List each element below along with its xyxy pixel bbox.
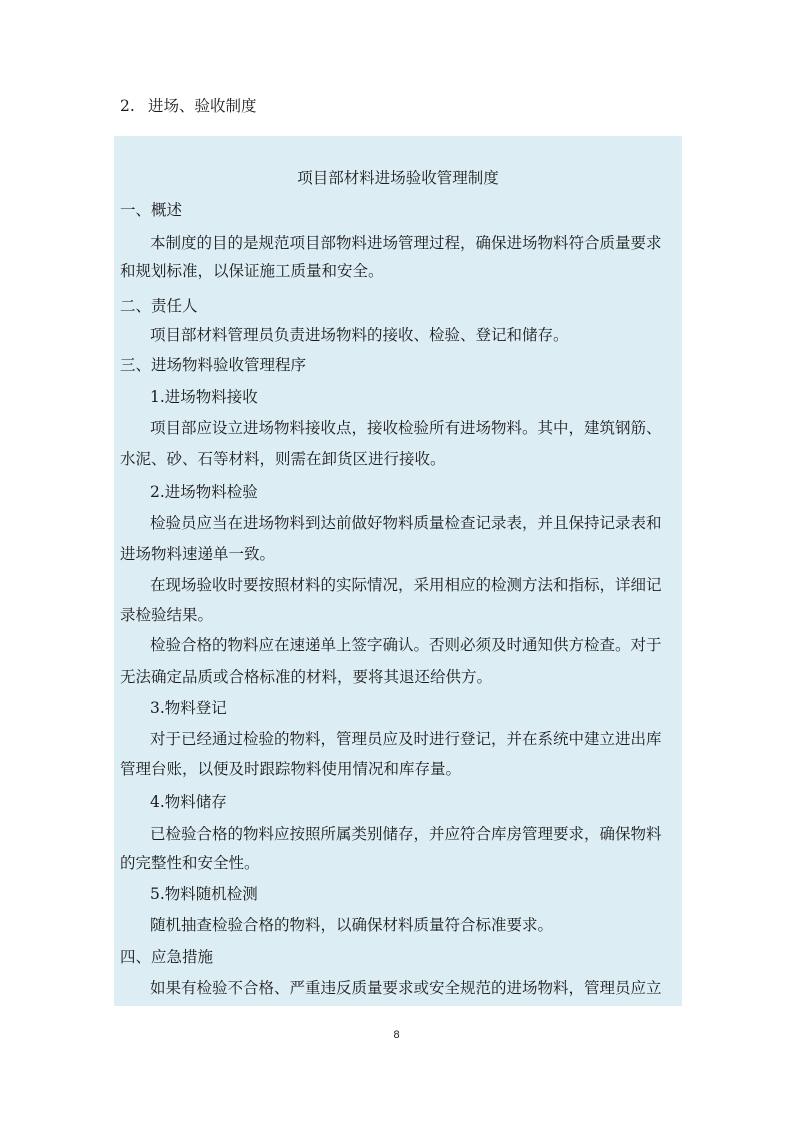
subheading-receiving: 1.进场物料接收 [150,388,258,406]
heading-overview: 一、概述 [120,201,183,219]
paragraph-line: 随机抽查检验合格的物料，以确保材料质量符合标准要求。 [150,916,554,934]
heading-procedure: 三、进场物料验收管理程序 [120,356,307,374]
subheading-inspection: 2.进场物料检验 [150,483,258,501]
paragraph-line: 在现场验收时要按照材料的实际情况，采用相应的检测方法和指标，详细记 [150,576,662,594]
paragraph-line: 水泥、砂、石等材料，则需在卸货区进行接收。 [120,450,446,468]
paragraph-line: 检验合格的物料应在速递单上签字确认。否则必须及时通知供方检查。对于 [150,636,662,654]
paragraph-line: 对于已经通过检验的物料，管理员应及时进行登记，并在系统中建立进出库 [150,730,662,748]
paragraph-line: 和规划标准，以保证施工质量和安全。 [120,262,384,280]
section-heading [120,94,257,118]
heading-emergency: 四、应急措施 [120,948,214,966]
paragraph-line: 已检验合格的物料应按照所属类别储存，并应符合库房管理要求，确保物料 [150,825,662,843]
section-number: 2. [120,97,135,115]
section-title: 进场、验收制度 [148,97,257,115]
paragraph-line: 无法确定品质或合格标准的材料，要将其退还给供方。 [120,668,493,686]
subheading-storage: 4.物料储存 [150,793,227,811]
paragraph-line: 录检验结果。 [120,606,214,624]
paragraph-line: 本制度的目的是规范项目部物料进场管理过程，确保进场物料符合质量要求 [150,234,662,252]
subheading-random-testing: 5.物料随机检测 [150,885,258,903]
paragraph-line: 管理台账，以便及时跟踪物料使用情况和库存量。 [120,760,462,778]
page-number: 8 [393,1029,400,1041]
paragraph-line: 如果有检验不合格、严重违反质量要求或安全规范的进场物料，管理员应立 [150,979,662,997]
shaded-text-box [114,136,682,1006]
subheading-registration: 3.物料登记 [150,699,227,717]
paragraph-line: 项目部材料管理员负责进场物料的接收、检验、登记和储存。 [150,326,569,344]
paragraph-line: 检验员应当在进场物料到达前做好物料质量检查记录表，并且保持记录表和 [150,514,662,532]
paragraph-line: 项目部应设立进场物料接收点，接收检验所有进场物料。其中，建筑钢筋、 [150,419,662,437]
paragraph-line: 的完整性和安全性。 [120,854,260,872]
document-title: 项目部材料进场验收管理制度 [297,169,499,187]
heading-responsible: 二、责任人 [120,297,198,315]
paragraph-line: 进场物料速递单一致。 [120,545,276,563]
